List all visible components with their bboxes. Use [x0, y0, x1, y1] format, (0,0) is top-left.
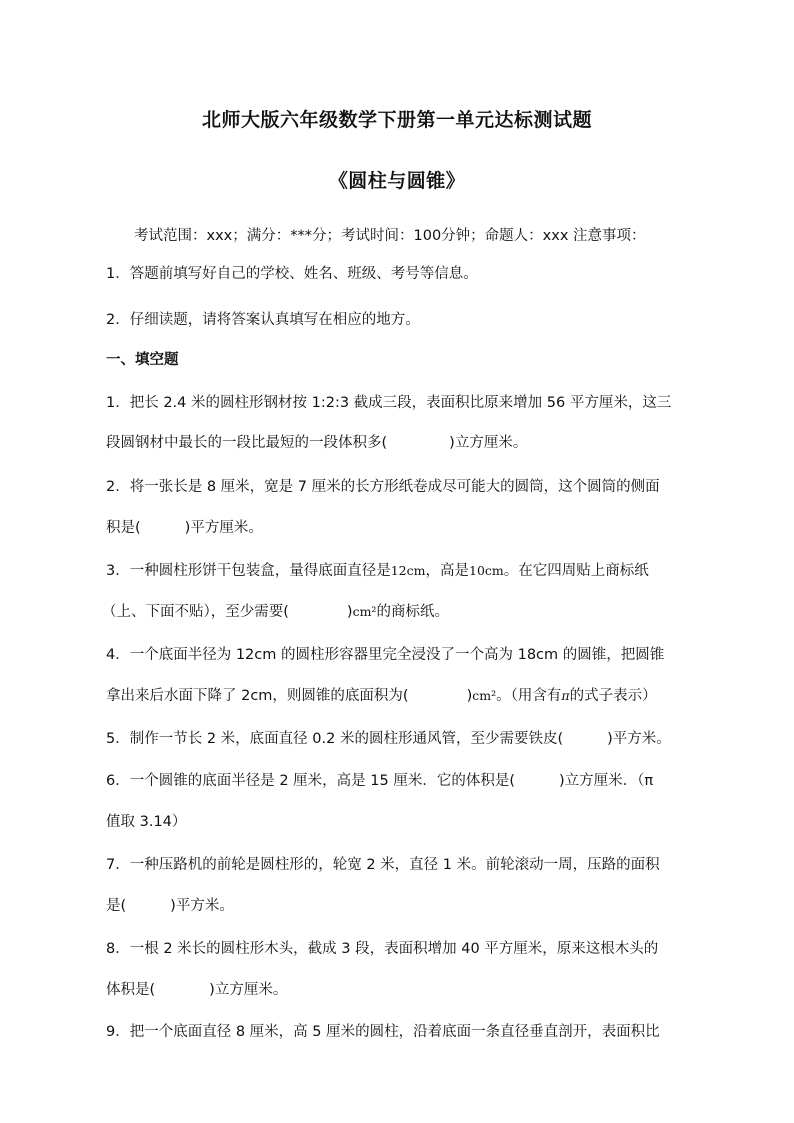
- question-6-line-2: 值取 3.14）: [106, 814, 187, 830]
- question-1-line-2: 段圆钢材中最长的一段比最短的一段体积多( )立方厘米。: [106, 435, 528, 451]
- note-2: 2．仔细读题，请将答案认真填写在相应的地方。: [106, 312, 420, 328]
- question-2-line-2: 积是( )平方厘米。: [106, 520, 263, 536]
- question-8-line-2: 体积是( )立方厘米。: [106, 982, 288, 998]
- question-7-line-1: 7．一种压路机的前轮是圆柱形的，轮宽 2 米，直径 1 米。前轮滚动一周，压路的面积: [106, 857, 660, 873]
- question-3-line-2: （上、下面不贴），至少需要( )cm²的商标纸。: [102, 604, 449, 620]
- question-2-line-1: 2．将一张长是 8 厘米，宽是 7 厘米的长方形纸卷成尽可能大的圆筒，这个圆筒的侧面: [106, 479, 660, 495]
- note-1: 1．答题前填写好自己的学校、姓名、班级、考号等信息。: [106, 266, 478, 282]
- document-subtitle: 《圆柱与圆锥》: [328, 170, 466, 192]
- question-5: 5．制作一节长 2 米，底面直径 0.2 米的圆柱形通风管，至少需要铁皮( )平方米。: [106, 731, 671, 747]
- section-title: 一、填空题: [106, 352, 179, 368]
- question-4-line-2: 拿出来后水面下降了 2cm，则圆锥的底面积为( )cm²。（用含有π的式子表示）: [106, 688, 657, 704]
- exam-info: 考试范围：xxx；满分：***分；考试时间：100分钟；命题人：xxx 注意事项：: [134, 228, 646, 244]
- question-3-line-1: 3．一种圆柱形饼干包装盒，量得底面直径是12cm，高是10cm。在它四周贴上商标纸: [106, 563, 649, 579]
- question-6-line-1: 6．一个圆锥的底面半径是 2 厘米，高是 15 厘米．它的体积是( )立方厘米．（π: [106, 773, 654, 789]
- question-1-line-1: 1．把长 2.4 米的圆柱形钢材按 1:2:3 截成三段，表面积比原来增加 56 平方厘米，这三: [106, 395, 672, 411]
- question-7-line-2: 是( )平方米。: [106, 898, 234, 914]
- document-title: 北师大版六年级数学下册第一单元达标测试题: [201, 109, 592, 131]
- question-4-line-1: 4．一个底面半径为 12cm 的圆柱形容器里完全浸没了一个高为 18cm 的圆锥，把圆锥: [106, 647, 665, 663]
- question-9-line-1: 9．把一个底面直径 8 厘米，高 5 厘米的圆柱，沿着底面一条直径垂直剖开，表面积比: [106, 1024, 660, 1040]
- question-8-line-1: 8．一根 2 米长的圆柱形木头，截成 3 段，表面积增加 40 平方厘米，原来这根木头的: [106, 941, 659, 957]
